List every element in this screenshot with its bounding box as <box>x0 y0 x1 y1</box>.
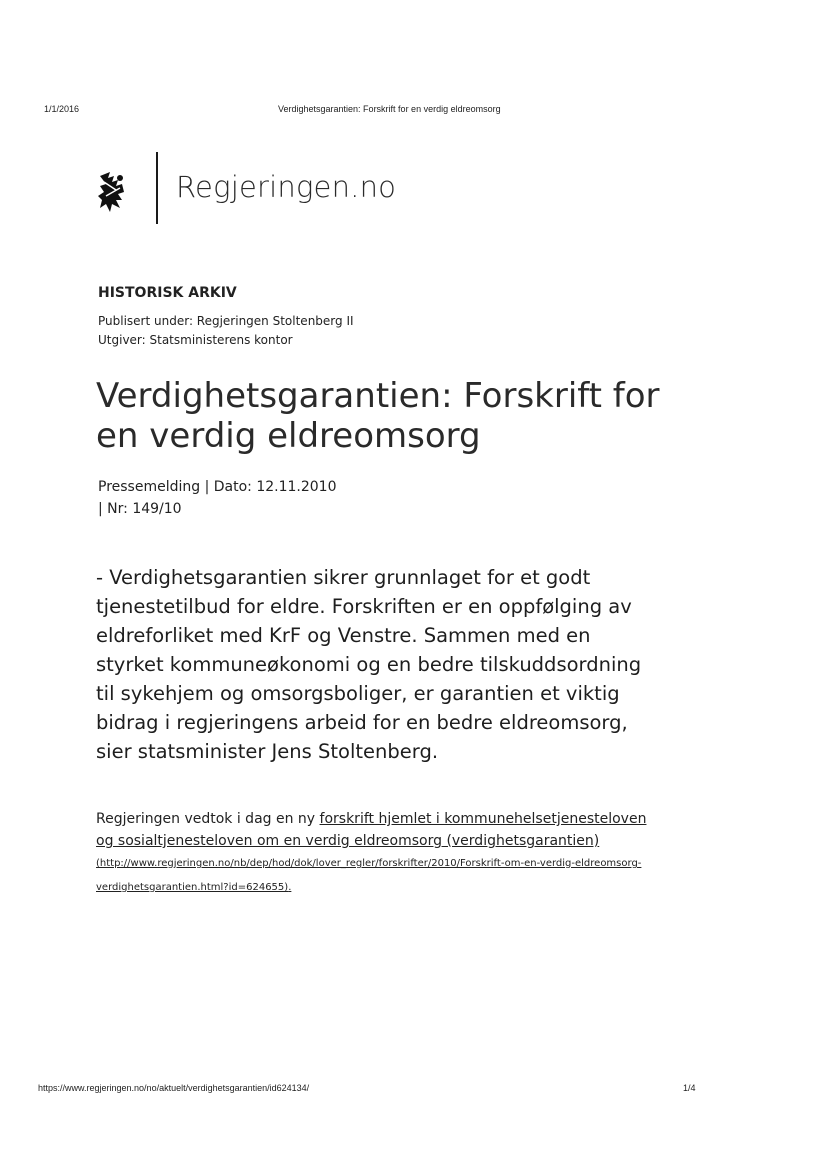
body-intro: Regjeringen vedtok i dag en ny <box>96 811 320 827</box>
press-release-number: | Nr: 149/10 <box>98 501 182 517</box>
logo-divider <box>156 152 158 224</box>
publisher: Utgiver: Statsministerens kontor <box>98 333 293 347</box>
archive-label: HISTORISK ARKIV <box>98 285 237 301</box>
coat-of-arms-icon[interactable] <box>96 170 132 214</box>
body-paragraph <box>96 808 656 900</box>
lead-paragraph: - Verdighetsgarantien sikrer grunnlaget for et godt tjenestetilbud for eldre. Forskriften er en oppfølging av eldreforliket med KrF og Venstre. Sammen med en styrket kommuneøkonomi og en bedre tilskuddsordning til sykehjem og omsorgsboliger, er garantien et viktig bidrag i regjeringens arbeid for en bedre eldreomsorg, sier statsminister Jens Stoltenberg. <box>96 566 642 763</box>
regulation-url[interactable] <box>96 852 656 900</box>
print-url: https://www.regjeringen.no/no/aktuelt/verdighetsgarantien/id624134/ <box>38 1083 310 1093</box>
page-title: Verdighetsgarantien: Forskrift for en verdig eldreomsorg <box>96 376 660 456</box>
regulation-url-text: (http://www.regjeringen.no/nb/dep/hod/dok/lover_regler/forskrifter/2010/Forskrift-om-en-verdig-eldreomsorg-verdighetsgarantien.html?id=624655) <box>96 858 642 893</box>
press-release-meta: Pressemelding | Dato: 12.11.2010 <box>98 479 337 495</box>
published-under: Publisert under: Regjeringen Stoltenberg II <box>98 314 354 328</box>
print-page-title: Verdighetsgarantien: Forskrift for en verdig eldreomsorg <box>278 104 501 114</box>
regulation-link[interactable]: forskrift hjemlet i kommunehelsetjenesteloven og sosialtjenesteloven om en verdig eldreomsorg (verdighetsgarantien) <box>96 811 647 849</box>
site-logo[interactable]: Regjeringen.no <box>176 170 397 204</box>
page-number: 1/4 <box>683 1083 696 1093</box>
print-date: 1/1/2016 <box>44 104 80 114</box>
body-end: . <box>288 882 292 893</box>
